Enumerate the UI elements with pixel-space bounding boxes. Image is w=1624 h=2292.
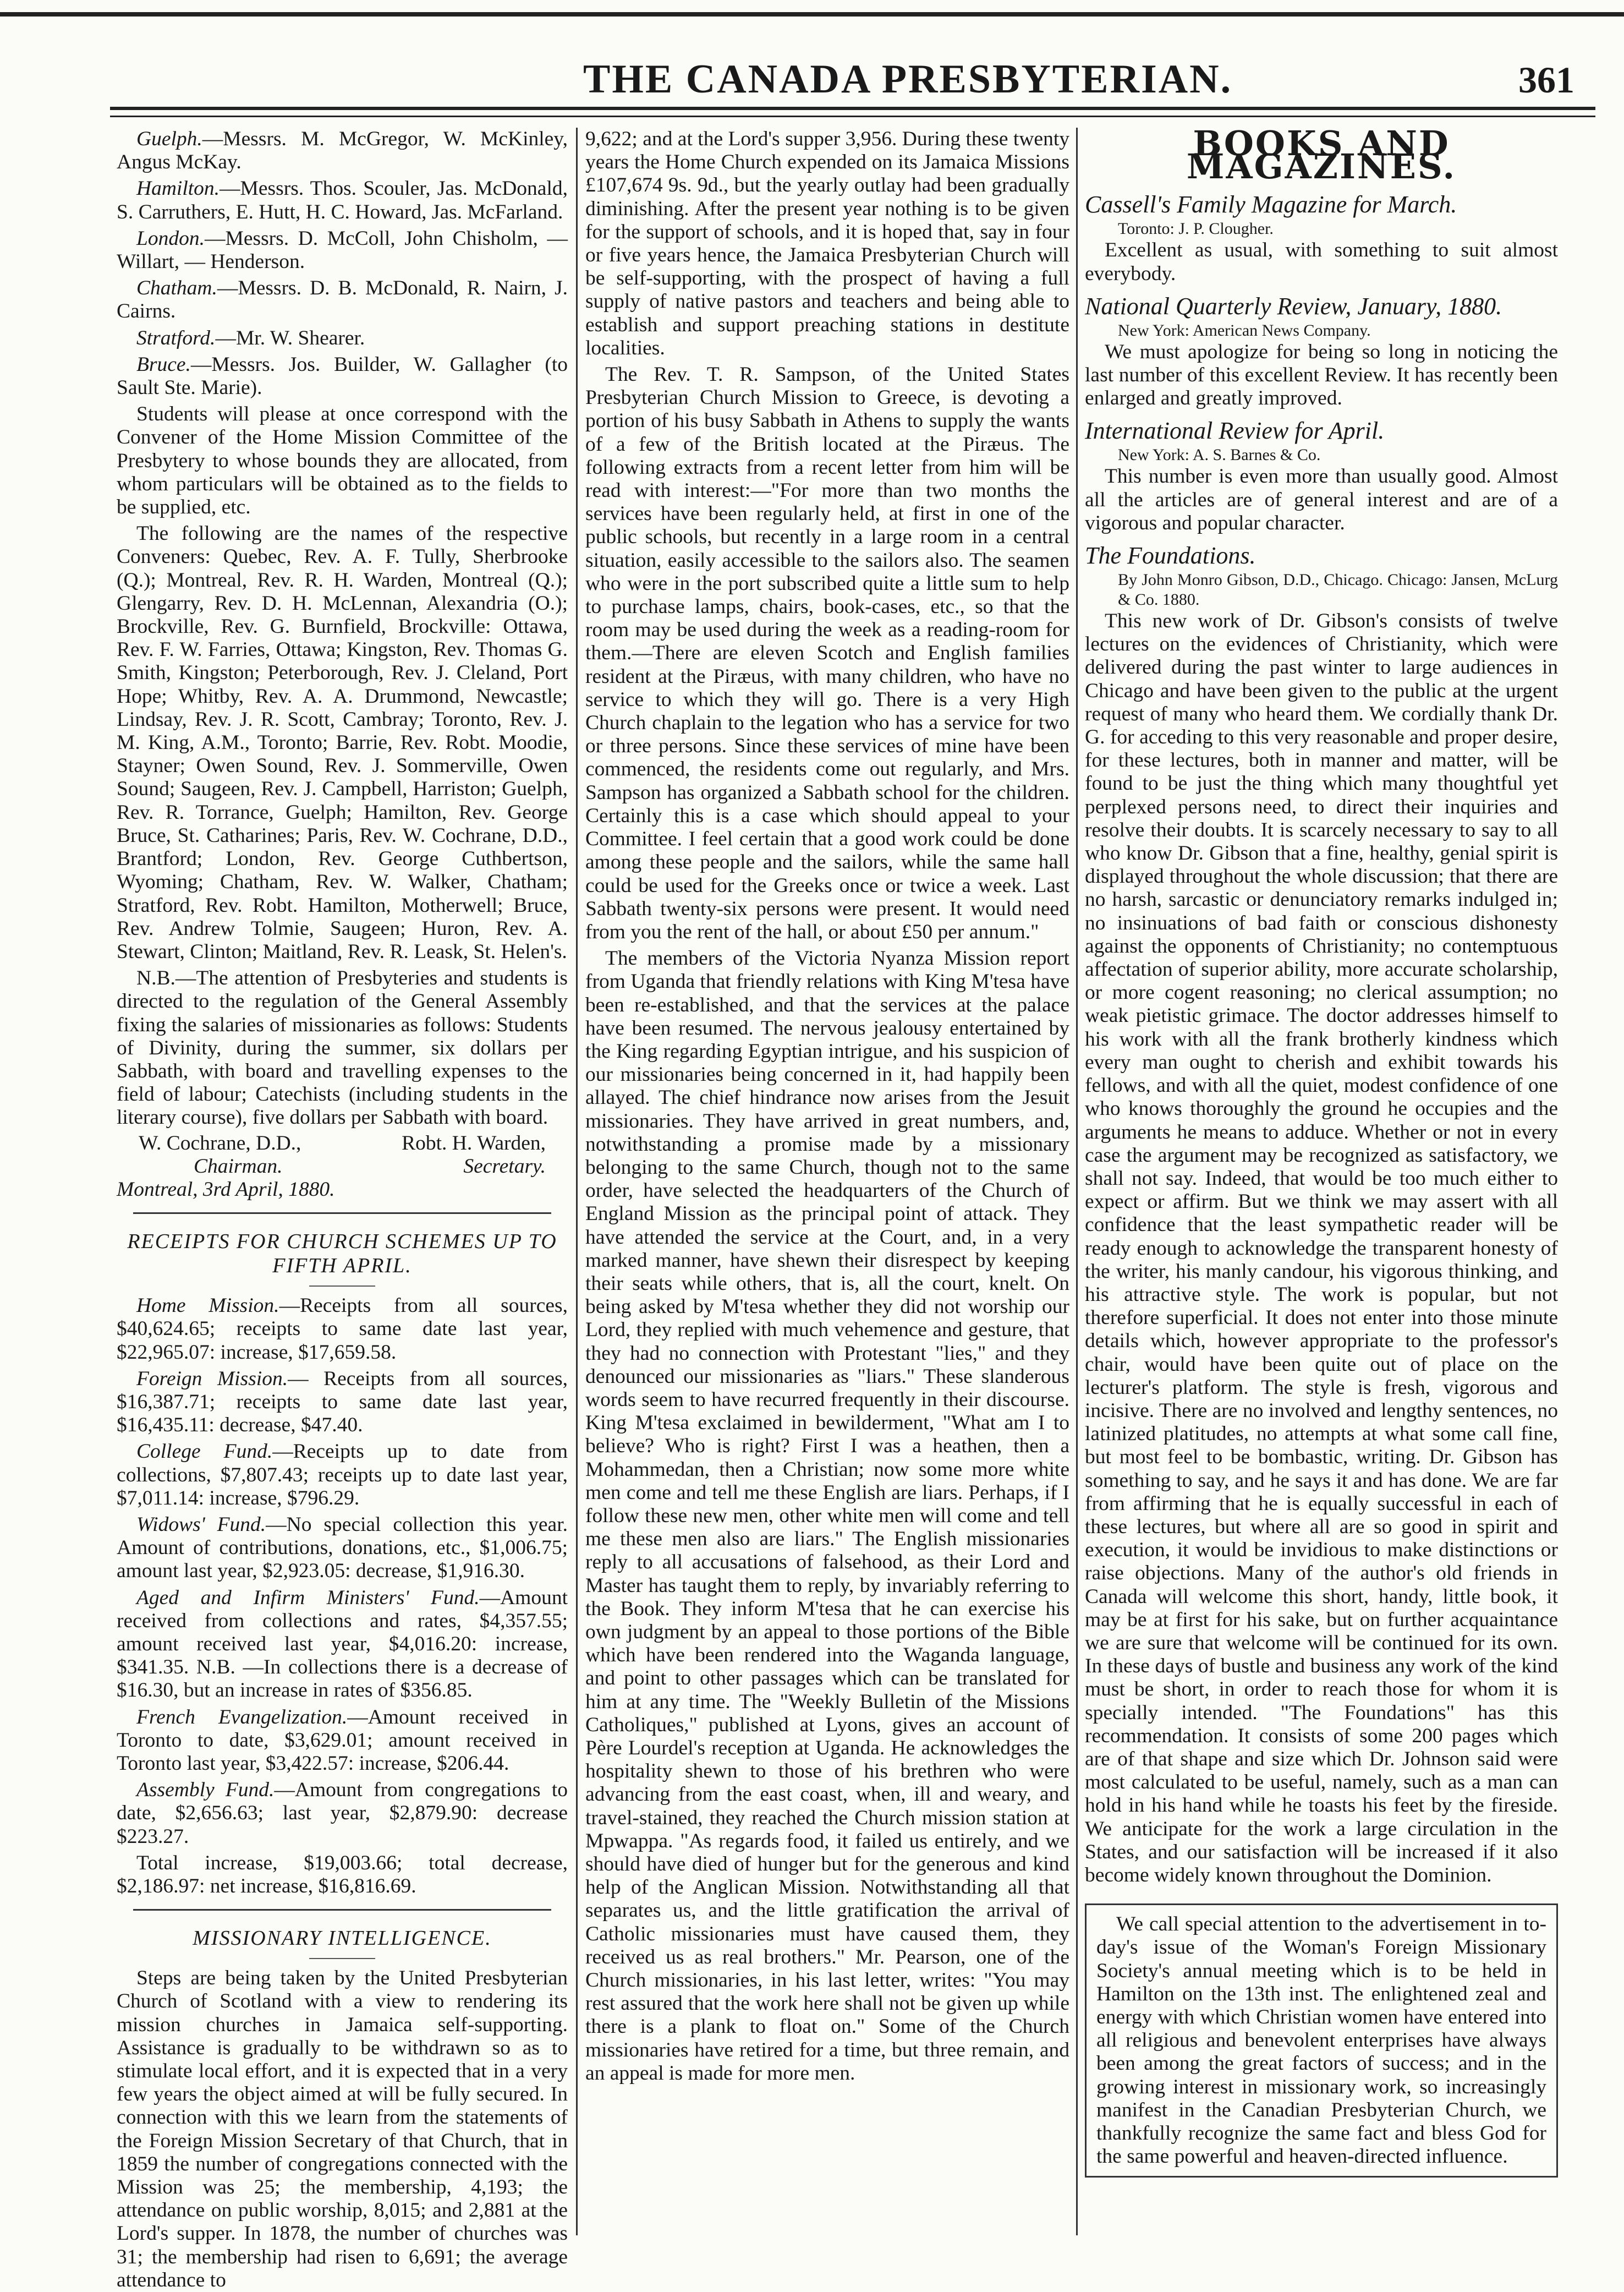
entry-place: Hamilton. [136,177,220,200]
heading-rule [309,1286,375,1287]
book-publisher: By John Monro Gibson, D.D., Chicago. Chicago: Jansen, McLurg & Co. 1880. [1118,571,1558,609]
page-title: THE CANADA PRESBYTERIAN. [583,57,1233,102]
book-title: Cassell's Family Magazine for March. [1085,191,1457,218]
student-entry [117,327,568,350]
student-entry [117,227,568,273]
entry-text: —Messrs. Jos. Builder, W. Gallagher (to Sault Ste. Marie). [117,353,568,400]
page-number: 361 [1518,59,1574,101]
book-publisher: Toronto: J. P. Clougher. [1118,220,1274,238]
sampson-paragraph: The Rev. T. R. Sampson, of the United States Presbyterian Church Mission to Greece, is devoting a portion of his busy Sabbath in Athens to supply the wants of a few of the British located at the Piræus. The following extracts from a recent letter from him will be read with interest:—"For more than two months the services have been regularly held, at first in one of the public schools, but recently in a large room in a central situation, easily accessible to the sailors also. The seamen who were in the port subscribed quite a little sum to help to purchase lamps, chairs, book-cases, etc., so that the room may be used during the week as a reading-room for them.—There are eleven Scotch and English families resident at the Piræus, with many children, who have no service to which they will go. There is a very High Church chaplain to the legation who has a service for two or three persons. Since these services of mine have been commenced, the residents come out regularly, and Mrs. Sampson has organized a Sabbath school for the children. Certainly this is a case which should appeal to your Committee. I feel certain that a good work could be done among these people and the sailors, while the same hall could be used for the Greeks once or twice a week. Last Sabbath twenty-six persons were present. It would need from you the rent of the hall, or about £50 per annum." [585,363,1069,943]
missionary-paragraph: Steps are being taken by the United Presbyterian Church of Scotland with a view to rendering its mission churches in Jamaica self-supporting. Assistance is gradually to be withdrawn so as to stimulate local effort, and it is expected that in a very few years the object aimed at will be fully secured. In connection with this we learn from the statements of the Foreign Mission Secretary of that Church, that in 1859 the number of congregations connected with the Mission was 25; the membership, 4,193; the attendance on public worship, 8,015; and 2,881 at the Lord's supper. In 1878, the number of churches was 31; the membership had risen to 6,691; the average attendance to [117,1967,568,2291]
receipt-item: Assembly Fund.—Amount from congregations to date, $2,656.63; last year, $2,879.90: decrease $223.27. [117,1779,568,1848]
notice-paragraph: We call special attention to the advertisement in to-day's issue of the Woman's Foreign Missionary Society's annual meeting which is to be held in Hamilton on the 13th inst. The enlightened zeal and energy with which Christian women have entered into all religious and benevolent enterprises have always been among the great factors of success; and in the growing interest in missionary work, so increasingly manifest in the Canadian Presbyterian Church, we thankfully recognize the same fact and bless God for the same powerful and heaven-directed influence. [1096,1913,1546,2168]
receipt-item: Widows' Fund.—No special collection this year. Amount of contributions, donations, etc., $1,006.75; amount last year, $2,923.05: decrease, $1,916.30. [117,1513,568,1583]
book-publisher: New York: American News Company. [1118,321,1371,340]
book-review: Excellent as usual, with something to suit almost everybody. [1085,239,1558,285]
top-rule [0,12,1624,17]
conveners-paragraph: The following are the names of the respective Conveners: Quebec, Rev. A. F. Tully, Sherbrooke (Q.); Montreal, Rev. R. H. Warden, Montreal (Q.); Glengarry, Rev. D. H. McLennan, Alexandria (O.); Brockville, Rev. G. Burnfield, Brockville: Ottawa, Rev. F. W. Farries, Ottawa; Kingston, Rev. Thomas G. Smith, Kingston; Peterborough, Rev. J. Cleland, Port Hope; Whitby, Rev. A. A. Drummond, Newcastle; Lindsay, Rev. J. R. Scott, Cambray; Toronto, Rev. J. M. King, A.M., Toronto; Barrie, Rev. Robt. Moodie, Stayner; Owen Sound, Rev. J. Sommerville, Owen Sound; Saugeen, Rev. J. Campbell, Harriston; Guelph, Rev. R. Torrance, Guelph; Hamilton, Rev. George Bruce, St. Catharines; Paris, Rev. W. Cochrane, D.D., Brantford; London, Rev. George Cuthbertson, Wyoming; Chatham, Rev. W. Walker, Chatham; Stratford, Rev. Robt. Hamilton, Motherwell; Bruce, Rev. Andrew Tolmie, Saugeen; Huron, Rev. A. Stewart, Clinton; Maitland, Rev. R. Leask, St. Helen's. [117,522,568,963]
book-review: This new work of Dr. Gibson's consists of twelve lectures on the evidences of Christianity, which were delivered during the past winter to large audiences in Chicago and have been given to the public at the urgent request of many who heard them. We cordially thank Dr. G. for acceding to this very reasonable and proper desire, for these lectures, both in manner and matter, will be found to be just the thing which many thoughtful yet perplexed persons need, to direct their inquiries and resolve their doubts. It is scarcely necessary to say to all who know Dr. Gibson that a fine, healthy, genial spirit is displayed throughout the whole discussion; that there are no harsh, sarcastic or denunciatory remarks indulged in; no insinuations of bad faith or conscious dishonesty against the opponents of Christianity; no contemptuous affectation of superior ability, more accurate scholarship, or more cogent reasoning; no clerical assumption; no weak pietistic grimace. The doctor addresses himself to his work with all the frank brotherly kindness which every man ought to cherish and exhibit towards his fellows, and with all the quiet, modest confidence of one who knows thoroughly the ground he occupies and the arguments he means to adduce. Whether or not in every case the argument may be recognized as satisfactory, we shall not say. Indeed, that would be too much either to expect or affirm. But we think we may assert with all confidence that the least sympathetic reader will be ready enough to acknowledge the transparent honesty of the writer, his manly candour, his vigorous thinking, and his attractive style. The work is popular, but not therefore superficial. It does not enter into those minute details which, however appropriate to the professor's chair, would have been quite out of place on the lecturer's platform. The style is fresh, vigorous and incisive. There are no involved and lengthy sentences, no latinized platitudes, no attempts at what some call fine, but most feel to be bombastic, writing. Dr. Gibson has something to say, and he says it and has done. We are far from affirming that he is equally successful in each of these lectures, but where all are so good in spirit and execution, it would be invidious to make distinctions or raise objections. Many of the author's old friends in Canada will welcome this short, handy, little book, it may be at first for his sake, but on further acquaintance we are sure that welcome will be continued for its own. In these days of bustle and business any work of the kind must be short, in order to reach those for whom it is specially intended. "The Foundations" has this recommendation. It consists of some 200 pages which are of that shape and size which Dr. Johnson said were most calculated to be useful, namely, such as a man can hold in his hand while he toasts his feet by the fireside. We anticipate for the work a large circulation in the States, and our satisfaction will be increased if it also become widely known throughout the Dominion. [1085,610,1558,1886]
receipts-total: Total increase, $19,003.66; total decrease, $2,186.97: net increase, $16,816.69. [117,1851,568,1898]
section-divider [133,1909,551,1911]
book-title: The Foundations. [1085,542,1256,570]
entry-text: —Messrs. D. B. McDonald, R. Nairn, J. Cairns. [117,277,568,323]
book-review: This number is even more than usually good. Almost all the articles are of general interest and are of a vigorous and popular character. [1085,465,1558,534]
signature-secretary: Robt. H. Warden, [402,1131,546,1155]
receipt-item: College Fund.—Receipts up to date from collections, $7,807.43; receipts up to date last year, $7,011.14: increase, $796.29. [117,1440,568,1509]
receipts-heading: RECEIPTS FOR CHURCH SCHEMES UP TO FIFTH APRIL. [127,1230,557,1278]
students-paragraph: Students will please at once correspond with the Convener of the Home Mission Committee of the Presbytery to whose bounds they are allocated, from whom particulars will be obtained as to the fields to be supplied, etc. [117,403,568,519]
entry-place: Chatham. [136,277,217,300]
book-publisher: New York: A. S. Barnes & Co. [1118,446,1321,464]
title-chairman: Chairman. [194,1155,283,1178]
entry-text: —Mr. W. Shearer. [215,326,365,349]
masthead [0,51,1624,111]
books-heading: BOOKS AND MAGAZINES. [1186,123,1457,187]
receipt-item: French Evangelization.—Amount received in Toronto to date, $3,629.01; amount received in Toronto last year, $3,422.57: increase, $206.44. [117,1705,568,1775]
student-entry [117,128,568,174]
column-1 [117,128,568,2291]
student-entry [117,353,568,400]
entry-text: —Messrs. Thos. Scouler, Jas. McDonald, S. Carruthers, E. Hutt, H. C. Howard, Jas. McFarland. [117,177,568,223]
signature-place: Montreal, 3rd April, 1880. [117,1178,335,1201]
missionary-heading: MISSIONARY INTELLIGENCE. [193,1927,492,1950]
masthead-rule [110,107,1595,117]
receipt-item: Foreign Mission.— Receipts from all sources, $16,387.71; receipts to same date last year, $16,435.11: decrease, $47.40. [117,1367,568,1437]
column-3 [1085,123,1558,2235]
receipt-item: Home Mission.—Receipts from all sources, $40,624.65; receipts to same date last year, $22,965.07: increase, $17,659.58. [117,1294,568,1364]
heading-rule [309,1958,375,1959]
column-rule-2 [1076,128,1078,2235]
notice-box [1085,1903,1558,2178]
section-divider [133,1212,551,1214]
book-title: National Quarterly Review, January, 1880. [1085,292,1502,320]
signature-names [117,1132,568,1155]
entry-place: Stratford. [136,326,216,349]
book-review: We must apologize for being so long in noticing the last number of this excellent Review. It has recently been enlarged and greatly improved. [1085,340,1558,410]
column-2 [585,128,1069,2235]
jamaica-paragraph: 9,622; and at the Lord's supper 3,956. During these twenty years the Home Church expended on its Jamaica Missions £107,674 9s. 9d., but the yearly outlay had been gradually diminishing. After the present year nothing is to be given for the support of schools, and it is hoped that, say in four or five years hence, the Jamaica Presbyterian Church will be self-supporting, with the prospect of having a full supply of native pastors and teachers and being able to establish and support preaching stations in destitute localities. [585,128,1069,359]
student-entry [117,177,568,223]
column-rule-1 [576,128,578,2235]
entry-text: —Messrs. M. McGregor, W. McKinley, Angus McKay. [117,128,568,174]
book-title: International Review for April. [1085,417,1385,445]
entry-place: Guelph. [136,128,202,150]
nb-paragraph: N.B.—The attention of Presbyteries and students is directed to the regulation of the General Assembly fixing the salaries of missionaries as follows: Students of Divinity, during the summer, six dollars per Sabbath, with board and travelling expenses to the field of labour; Catechists (including students in the literary course), five dollars per Sabbath with board. [117,967,568,1129]
entry-place: London. [136,227,205,250]
signature-titles [117,1155,568,1178]
student-entry [117,277,568,323]
title-secretary: Secretary. [463,1155,546,1178]
receipt-item: Aged and Infirm Ministers' Fund.—Amount received from collections and rates, $4,357.55; amount received last year, $4,016.20: increase, $341.35. N.B. —In collections there is a decrease of $16.30, but an increase in rates of $356.85. [117,1586,568,1702]
signature-chairman: W. Cochrane, D.D., [139,1131,301,1155]
entry-text: —Messrs. D. McColl, John Chisholm, — Willart, — Henderson. [117,227,568,273]
nyanza-paragraph: The members of the Victoria Nyanza Mission report from Uganda that friendly relations with King M'tesa have been re-established, and that the services at the palace have been resumed. The nervous jealousy entertained by the King regarding Egyptian intrigue, and his suspicion of our missionaries being concerned in it, had happily been allayed. The chief hindrance now arises from the Jesuit missionaries. They have arrived in great numbers, and, notwithstanding a promise made by a missionary belonging to the same Church, though not to the same order, have selected the headquarters of the Church of England Mission as the principal point of attack. They have attended the service at the Court, and, in a very marked manner, have shewn their disrespect by keeping their seats while others, that is, all the court, knelt. On being asked by M'tesa whether they did not worship our Lord, they replied with much vehemence and gesture, that they had no connection with Protestant "lies," and they denounced our missionaries as "liars." These slanderous words seem to have recurred frequently in their discourse. King M'tesa exclaimed in bewilderment, "What am I to believe? Who is right? First I was a heathen, then a Mohammedan, then a Christian; now some more white men come and tell me these English are liars. Perhaps, if I follow these new men, other white men will come and tell me these men also are liars." The English missionaries reply to all accusations of falsehood, as their Lord and Master has taught them to reply, by invariably referring to the Book. They inform M'tesa that he can exercise his own judgment by an appeal to those portions of the Bible which have been rendered into the Waganda language, and point to other passages which can be translated for him at any time. The "Weekly Bulletin of the Missions Catholiques," published at Lyons, gives an account of Père Lourdel's reception at Uganda. He acknowledges the hospitality shewn to those of his brethren who were advancing from the east coast, when, ill and weary, and travel-stained, they reached the Church mission station at Mpwappa. "As regards food, it failed us entirely, and we should have died of hunger but for the generous and kind help of the Anglican Mission. Notwithstanding all that separates us, and the little gratification the arrival of Catholic missionaries must have caused them, they received us as real brothers." Mr. Pearson, one of the Church missionaries, in his last letter, writes: "You may rest assured that the work here shall not be given up while there is a plank to float on." Some of the Church missionaries have retired for a time, but three remain, and an appeal is made for more men. [585,947,1069,2085]
entry-place: Bruce. [136,353,191,376]
